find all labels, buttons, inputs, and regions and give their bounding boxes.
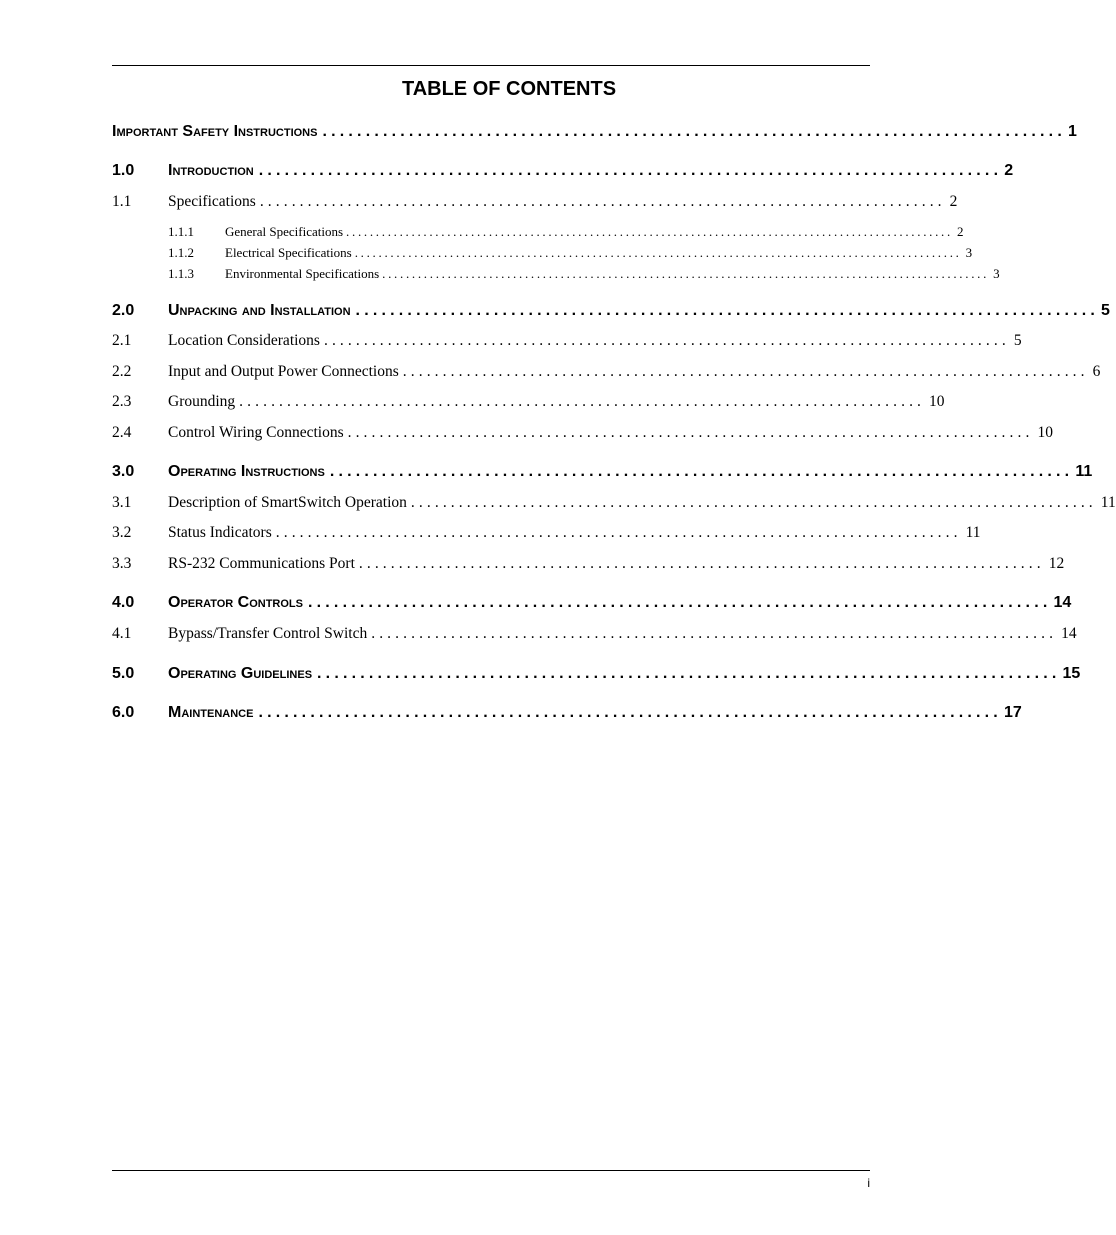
toc-entry-page: 3: [965, 245, 973, 260]
toc-entry-chapter-1[interactable]: [112, 162, 1014, 180]
toc-entry-page: 15: [1062, 665, 1081, 682]
toc-entry-title: Important Safety Instructions: [112, 123, 318, 140]
dot-leader: ......................................................................................: [258, 162, 1003, 179]
dot-leader: ......................................................................................: [239, 393, 926, 410]
toc-entry-page: 11: [1075, 463, 1093, 480]
toc-entry-number: 3.1: [112, 494, 132, 511]
toc-entry-section-2-4[interactable]: [112, 424, 1053, 442]
toc-entry-number: 4.1: [112, 625, 132, 642]
toc-entry-section-2-1[interactable]: [112, 332, 1022, 350]
toc-entry-title: Environmental Specifications: [225, 266, 380, 281]
toc-entry-chapter-6[interactable]: [112, 704, 1022, 722]
toc-entry-number: 5.0: [112, 665, 135, 682]
toc-entry-number: 2.3: [112, 393, 132, 410]
toc-entry-page: 5: [1101, 302, 1110, 319]
toc-entry-section-3-2[interactable]: [112, 524, 981, 542]
toc-entry-number: 1.1.1: [168, 224, 194, 239]
dot-leader: ......................................................................................................: [382, 266, 990, 281]
toc-entry-number: 2.4: [112, 424, 132, 441]
toc-entry-page: 2: [949, 193, 958, 210]
dot-leader: ......................................................................................: [355, 302, 1100, 319]
toc-entry-safety[interactable]: [112, 123, 1077, 141]
toc-entry-number: 1.1.3: [168, 266, 194, 281]
dot-leader: ......................................................................................: [371, 625, 1058, 642]
dot-leader: ......................................................................................: [308, 594, 1052, 611]
toc-entry-number: 3.3: [112, 555, 132, 572]
toc-entry-title: Electrical Specifications: [225, 245, 352, 260]
toc-entry-subsection-1-1-3[interactable]: [168, 266, 1000, 282]
toc-entry-chapter-3[interactable]: [112, 463, 1093, 481]
toc-entry-section-2-3[interactable]: [112, 393, 945, 411]
toc-entry-number: 1.0: [112, 162, 135, 179]
toc-entry-section-1-1[interactable]: [112, 193, 958, 211]
toc-entry-title: Unpacking and Installation: [168, 302, 351, 319]
toc-entry-number: 4.0: [112, 594, 135, 611]
dot-leader: ......................................................................................: [402, 363, 1089, 380]
toc-entry-subsection-1-1-2[interactable]: [168, 245, 973, 261]
toc-entry-chapter-4[interactable]: [112, 594, 1072, 612]
dot-leader: ......................................................................................: [323, 332, 1010, 349]
footer-rule: [112, 1170, 870, 1171]
toc-entry-number: 6.0: [112, 704, 135, 721]
page-title: TABLE OF CONTENTS: [401, 78, 617, 100]
dot-leader: ......................................................................................: [259, 193, 946, 210]
toc-entry-page: 3: [993, 266, 1000, 281]
toc-entry-title: Input and Output Power Connections: [168, 363, 399, 380]
header-rule: [112, 65, 870, 66]
toc-entry-number: 2.2: [112, 363, 132, 380]
toc-entry-title: Bypass/Transfer Control Switch: [168, 625, 368, 642]
toc-entry-chapter-5[interactable]: [112, 665, 1081, 683]
toc-entry-title: Operating Instructions: [168, 463, 325, 480]
toc-entry-title: Status Indicators: [168, 524, 272, 541]
toc-entry-number: 2.1: [112, 332, 132, 349]
toc-entry-title: Operating Guidelines: [168, 665, 313, 682]
dot-leader: ......................................................................................: [329, 463, 1074, 480]
toc-entry-page: 14: [1053, 594, 1072, 611]
toc-entry-page: 2: [956, 224, 964, 239]
toc-entry-number: 1.1.2: [168, 245, 194, 260]
toc-entry-title: RS-232 Communications Port: [168, 555, 355, 572]
toc-entry-number: 3.2: [112, 524, 132, 541]
toc-entry-chapter-2[interactable]: [112, 302, 1110, 320]
toc-entry-section-3-1[interactable]: [112, 494, 1116, 512]
toc-entry-title: Introduction: [168, 162, 254, 179]
dot-leader: ......................................................................................: [317, 665, 1061, 682]
dot-leader: ......................................................................................: [347, 424, 1034, 441]
toc-entry-number: 1.1: [112, 193, 132, 210]
toc-entry-number: 3.0: [112, 463, 135, 480]
toc-entry-section-4-1[interactable]: [112, 625, 1077, 643]
toc-entry-title: Maintenance: [168, 704, 254, 721]
toc-entry-page: 1: [1067, 123, 1077, 140]
dot-leader: ......................................................................................................: [346, 224, 953, 239]
dot-leader: ......................................................................................: [275, 524, 962, 541]
toc-entry-page: 11: [1100, 494, 1116, 511]
toc-entry-title: Description of SmartSwitch Operation: [168, 494, 407, 511]
dot-leader: ......................................................................................: [358, 555, 1045, 572]
toc-entry-page: 12: [1048, 555, 1065, 572]
toc-entry-page: 5: [1013, 332, 1022, 349]
toc-entry-page: 11: [965, 524, 981, 541]
toc-entry-page: 6: [1092, 363, 1101, 380]
toc-entry-page: 10: [1037, 424, 1053, 441]
toc-entry-title: General Specifications: [225, 224, 344, 239]
dot-leader: ......................................................................................: [258, 704, 1002, 721]
toc-entry-page: 17: [1003, 704, 1022, 721]
toc-entry-title: Location Considerations: [168, 332, 320, 349]
toc-entry-title: Grounding: [168, 393, 236, 410]
toc-entry-title: Specifications: [168, 193, 256, 210]
toc-entry-subsection-1-1-1[interactable]: [168, 224, 964, 240]
toc-entry-title: Control Wiring Connections: [168, 424, 344, 441]
toc-entry-section-2-2[interactable]: [112, 363, 1101, 381]
dot-leader: ......................................................................................: [322, 123, 1066, 140]
dot-leader: ......................................................................................................: [354, 245, 962, 260]
toc-entry-title: Operator Controls: [168, 594, 303, 611]
dot-leader: ......................................................................................: [410, 494, 1097, 511]
toc-entry-page: 14: [1061, 625, 1077, 642]
footer-page-number: i: [867, 1176, 870, 1190]
toc-entry-section-3-3[interactable]: [112, 555, 1065, 573]
toc-entry-page: 10: [929, 393, 945, 410]
toc-entry-number: 2.0: [112, 302, 135, 319]
toc-entry-page: 2: [1004, 162, 1014, 179]
